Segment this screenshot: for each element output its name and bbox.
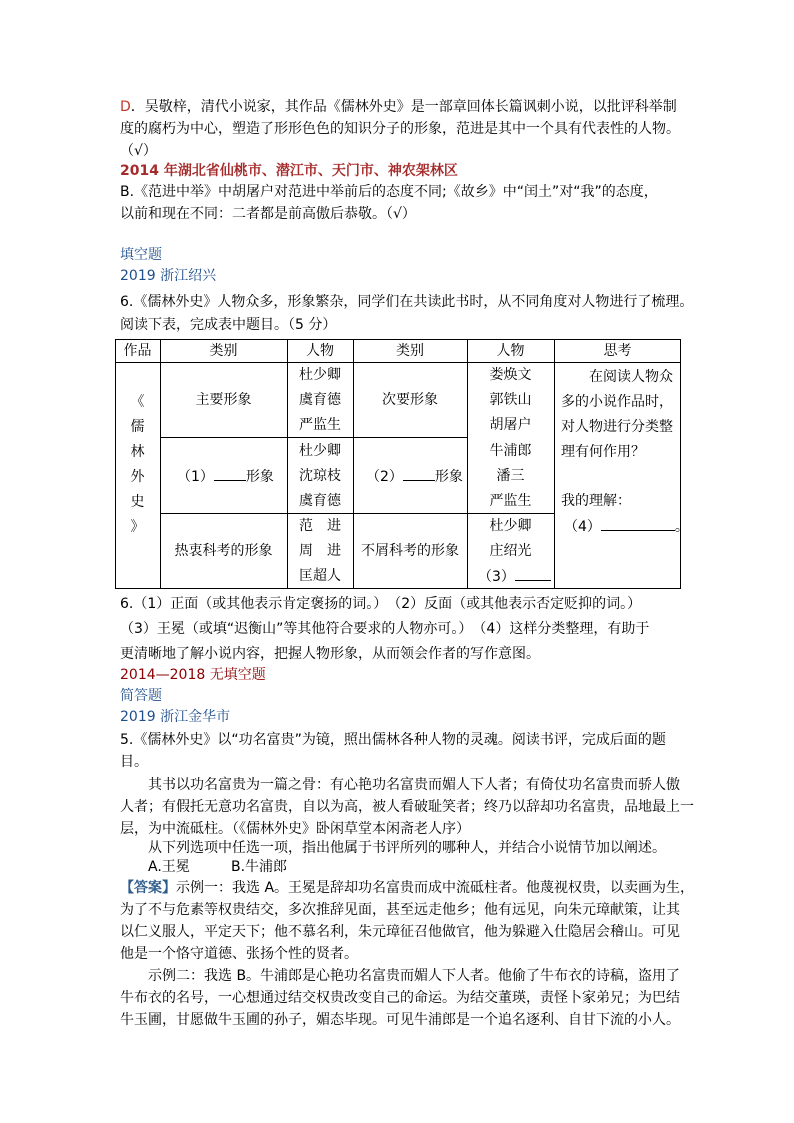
answer5-ex2-line-1: 示例二：我选 B。牛浦郎是心艳功名富贵而媚人下人者。他偷了牛布衣的诗稿，盗用了 (148, 968, 681, 984)
answer5-line-1 (120, 878, 694, 898)
blank-1-input[interactable] (214, 466, 246, 481)
blank-1-cell (177, 466, 274, 487)
blank-3-label: （3） (478, 569, 515, 585)
row1-person: 杜少卿 (299, 367, 341, 383)
think-line: 对人物进行分类整 (561, 419, 673, 435)
quote-line-3: 层，为中流砥柱。（《儒林外史》卧闲草堂本闲斋老人序） (120, 821, 470, 837)
answer5-ex1-line-3: 以仁义服人，平定天下；他不慕名利，朱元璋征召他做官，他为躲避入仕隐居会稽山。可见 (120, 924, 680, 940)
header-people-1: 人物 (306, 343, 334, 359)
row3-person-2: 杜少卿 (489, 518, 532, 534)
header-category-2: 类别 (396, 343, 424, 359)
row3-category-1: 热衷科考的形象 (174, 543, 273, 559)
region-shaoxing: 2019 浙江绍兴 (120, 268, 217, 284)
work-char: 儒 (130, 419, 145, 435)
blank-4-cell (564, 516, 689, 537)
row2-person: 沈琼枝 (299, 468, 341, 484)
think-line: 多的小说作品时， (561, 394, 673, 410)
answer6-line-1: 6.（1）正面（或其他表示肯定褒扬的词。） （2）反面（或其他表示否定贬抑的词。） (120, 596, 642, 612)
item-d-text-line-1: ．吴敬梓，清代小说家，其作品《儒林外史》是一部章回体长篇讽刺小说，以批评科举制 (130, 99, 677, 115)
q6-line-1: 6.《儒林外史》人物众多，形象繁杂，同学们在共读此书时，从不同角度对人物进行了梳理。 (120, 294, 694, 310)
answer5-ex1-line-4: 他是一个恪守道德、张扬个性的贤者。 (120, 946, 358, 962)
header-category-1: 类别 (209, 343, 238, 359)
blank-1-label: （1） (177, 469, 214, 485)
blank-4-end: 。 (674, 519, 689, 535)
answer5-ex2-line-3: 牛玉圃，甘愿做牛玉圃的孙子，媚态毕现。可见牛浦郎是一个追名逐利、自甘下流的小人。 (120, 1012, 680, 1028)
q6-line-2: 阅读下表，完成表中题目。（5 分） (120, 317, 337, 333)
answer5-ex1-line-2: 为了不与危素等权贵结交，多次推辞见面，甚至远走他乡；他有远见，向朱元璋献策，让其 (120, 902, 680, 918)
row1-person: 严监生 (299, 417, 341, 433)
blank-3-cell (478, 566, 551, 587)
work-char: 《 (130, 394, 145, 410)
region-jinhua: 2019 浙江金华市 (120, 709, 231, 725)
row2-person-2: 潘三 (496, 468, 525, 484)
answer5-ex1-line-1: 示例一：我选 A。王冕是辞却功名富贵而成中流砥柱者。他蔑视权贵，以卖画为生， (176, 880, 695, 896)
item-d-letter: D (120, 99, 131, 115)
option-b: B.牛浦郎 (231, 859, 288, 875)
blank-1-suffix: 形象 (245, 469, 274, 485)
work-char: 》 (130, 519, 145, 535)
item-d-line-1 (120, 97, 131, 117)
row3-person-2: 庄绍光 (489, 543, 532, 559)
q5-line-2: 目。 (120, 754, 148, 770)
work-char: 史 (130, 494, 145, 510)
header-people-2: 人物 (496, 343, 525, 359)
row1-person-2: 郭铁山 (489, 392, 532, 408)
row1-person: 虞育德 (299, 392, 341, 408)
blank-2-input[interactable] (403, 466, 435, 481)
heading-2014: 2014 年湖北省仙桃市、潜江市、天门市、神农架林区 (120, 163, 458, 179)
item-d-text-line-3: （√） (120, 143, 157, 159)
blank-2-label: （2） (366, 469, 403, 485)
blank-2-cell (366, 466, 463, 487)
think-my-view: 我的理解： (561, 493, 631, 509)
header-work: 作品 (123, 343, 152, 359)
row2-person-2: 牛浦郎 (489, 443, 532, 459)
note-no-fill: 2014—2018 无填空题 (120, 667, 266, 683)
answer6-line-3: 更清晰地了解小说内容，把握人物形象，从而领会作者的写作意图。 (120, 646, 540, 662)
item-d-text-line-2: 度的腐朽为中心，塑造了形形色色的知识分子的形象，范进是其中一个具有代表性的人物。 (120, 121, 680, 137)
row1-person-2: 娄焕文 (489, 367, 532, 383)
item-b-line-1: B.《范进中举》中胡屠户对范进中举前后的态度不同;《故乡》中“闰土”对“我”的态度， (120, 184, 658, 200)
characters-table (115, 339, 689, 589)
quote-line-2: 人者；有假托无意功名富贵，自以为高，被人看破耻笑者；终乃以辞却功名富贵，品地最上一 (120, 799, 694, 815)
option-a: A.王冕 (148, 859, 190, 875)
blank-2-suffix: 形象 (434, 469, 463, 485)
q5-line-1: 5.《儒林外史》以“功名富贵”为镜，照出儒林各种人物的灵魂。阅读书评，完成后面的题 (120, 732, 666, 748)
think-line: 理有何作用？ (561, 444, 645, 460)
item-b-line-2: 以前和现在不同：二者都是前高傲后恭敬。（√） (120, 206, 416, 222)
work-char: 外 (130, 469, 145, 485)
row1-category-1: 主要形象 (195, 392, 252, 408)
blank-4-input[interactable] (601, 516, 675, 531)
row2-person: 虞育德 (299, 493, 341, 509)
answer6-line-2: （3）王冕（或填“迟衡山”等其他符合要求的人物亦可。） （4）这样分类整理，有助于 (120, 621, 650, 637)
answer-tag: 【答案】 (120, 880, 176, 896)
quote-line-1: 其书以功名富贵为一篇之骨：有心艳功名富贵而媚人下人者；有倚仗功名富贵而骄人傲 (148, 777, 680, 793)
blank-3-input[interactable] (515, 566, 551, 581)
blank-4-label: （4） (564, 519, 601, 535)
row3-person: 匡超人 (299, 568, 341, 584)
instruction: 从下列选项中任选一项，指出他属于书评所列的哪种人，并结合小说情节加以阐述。 (148, 840, 666, 856)
row3-person: 周 进 (299, 543, 341, 559)
work-char: 林 (130, 444, 145, 460)
row2-person-2: 严监生 (489, 493, 532, 509)
section-fill-title: 填空题 (120, 247, 162, 263)
think-line: 在阅读人物众 (589, 369, 673, 385)
section-short-title: 简答题 (120, 688, 162, 704)
header-thinking: 思考 (603, 343, 632, 359)
row3-person: 范 进 (299, 518, 341, 534)
row2-person: 杜少卿 (299, 443, 341, 459)
answer5-ex2-line-2: 牛布衣的名号，一心想通过结交权贵改变自己的命运。为结交董瑛，责怪卜家弟兄；为巴结 (120, 990, 680, 1006)
row1-category-2: 次要形象 (382, 392, 438, 408)
row3-category-2: 不屑科考的形象 (361, 543, 459, 559)
row1-person-2: 胡屠户 (489, 417, 532, 433)
